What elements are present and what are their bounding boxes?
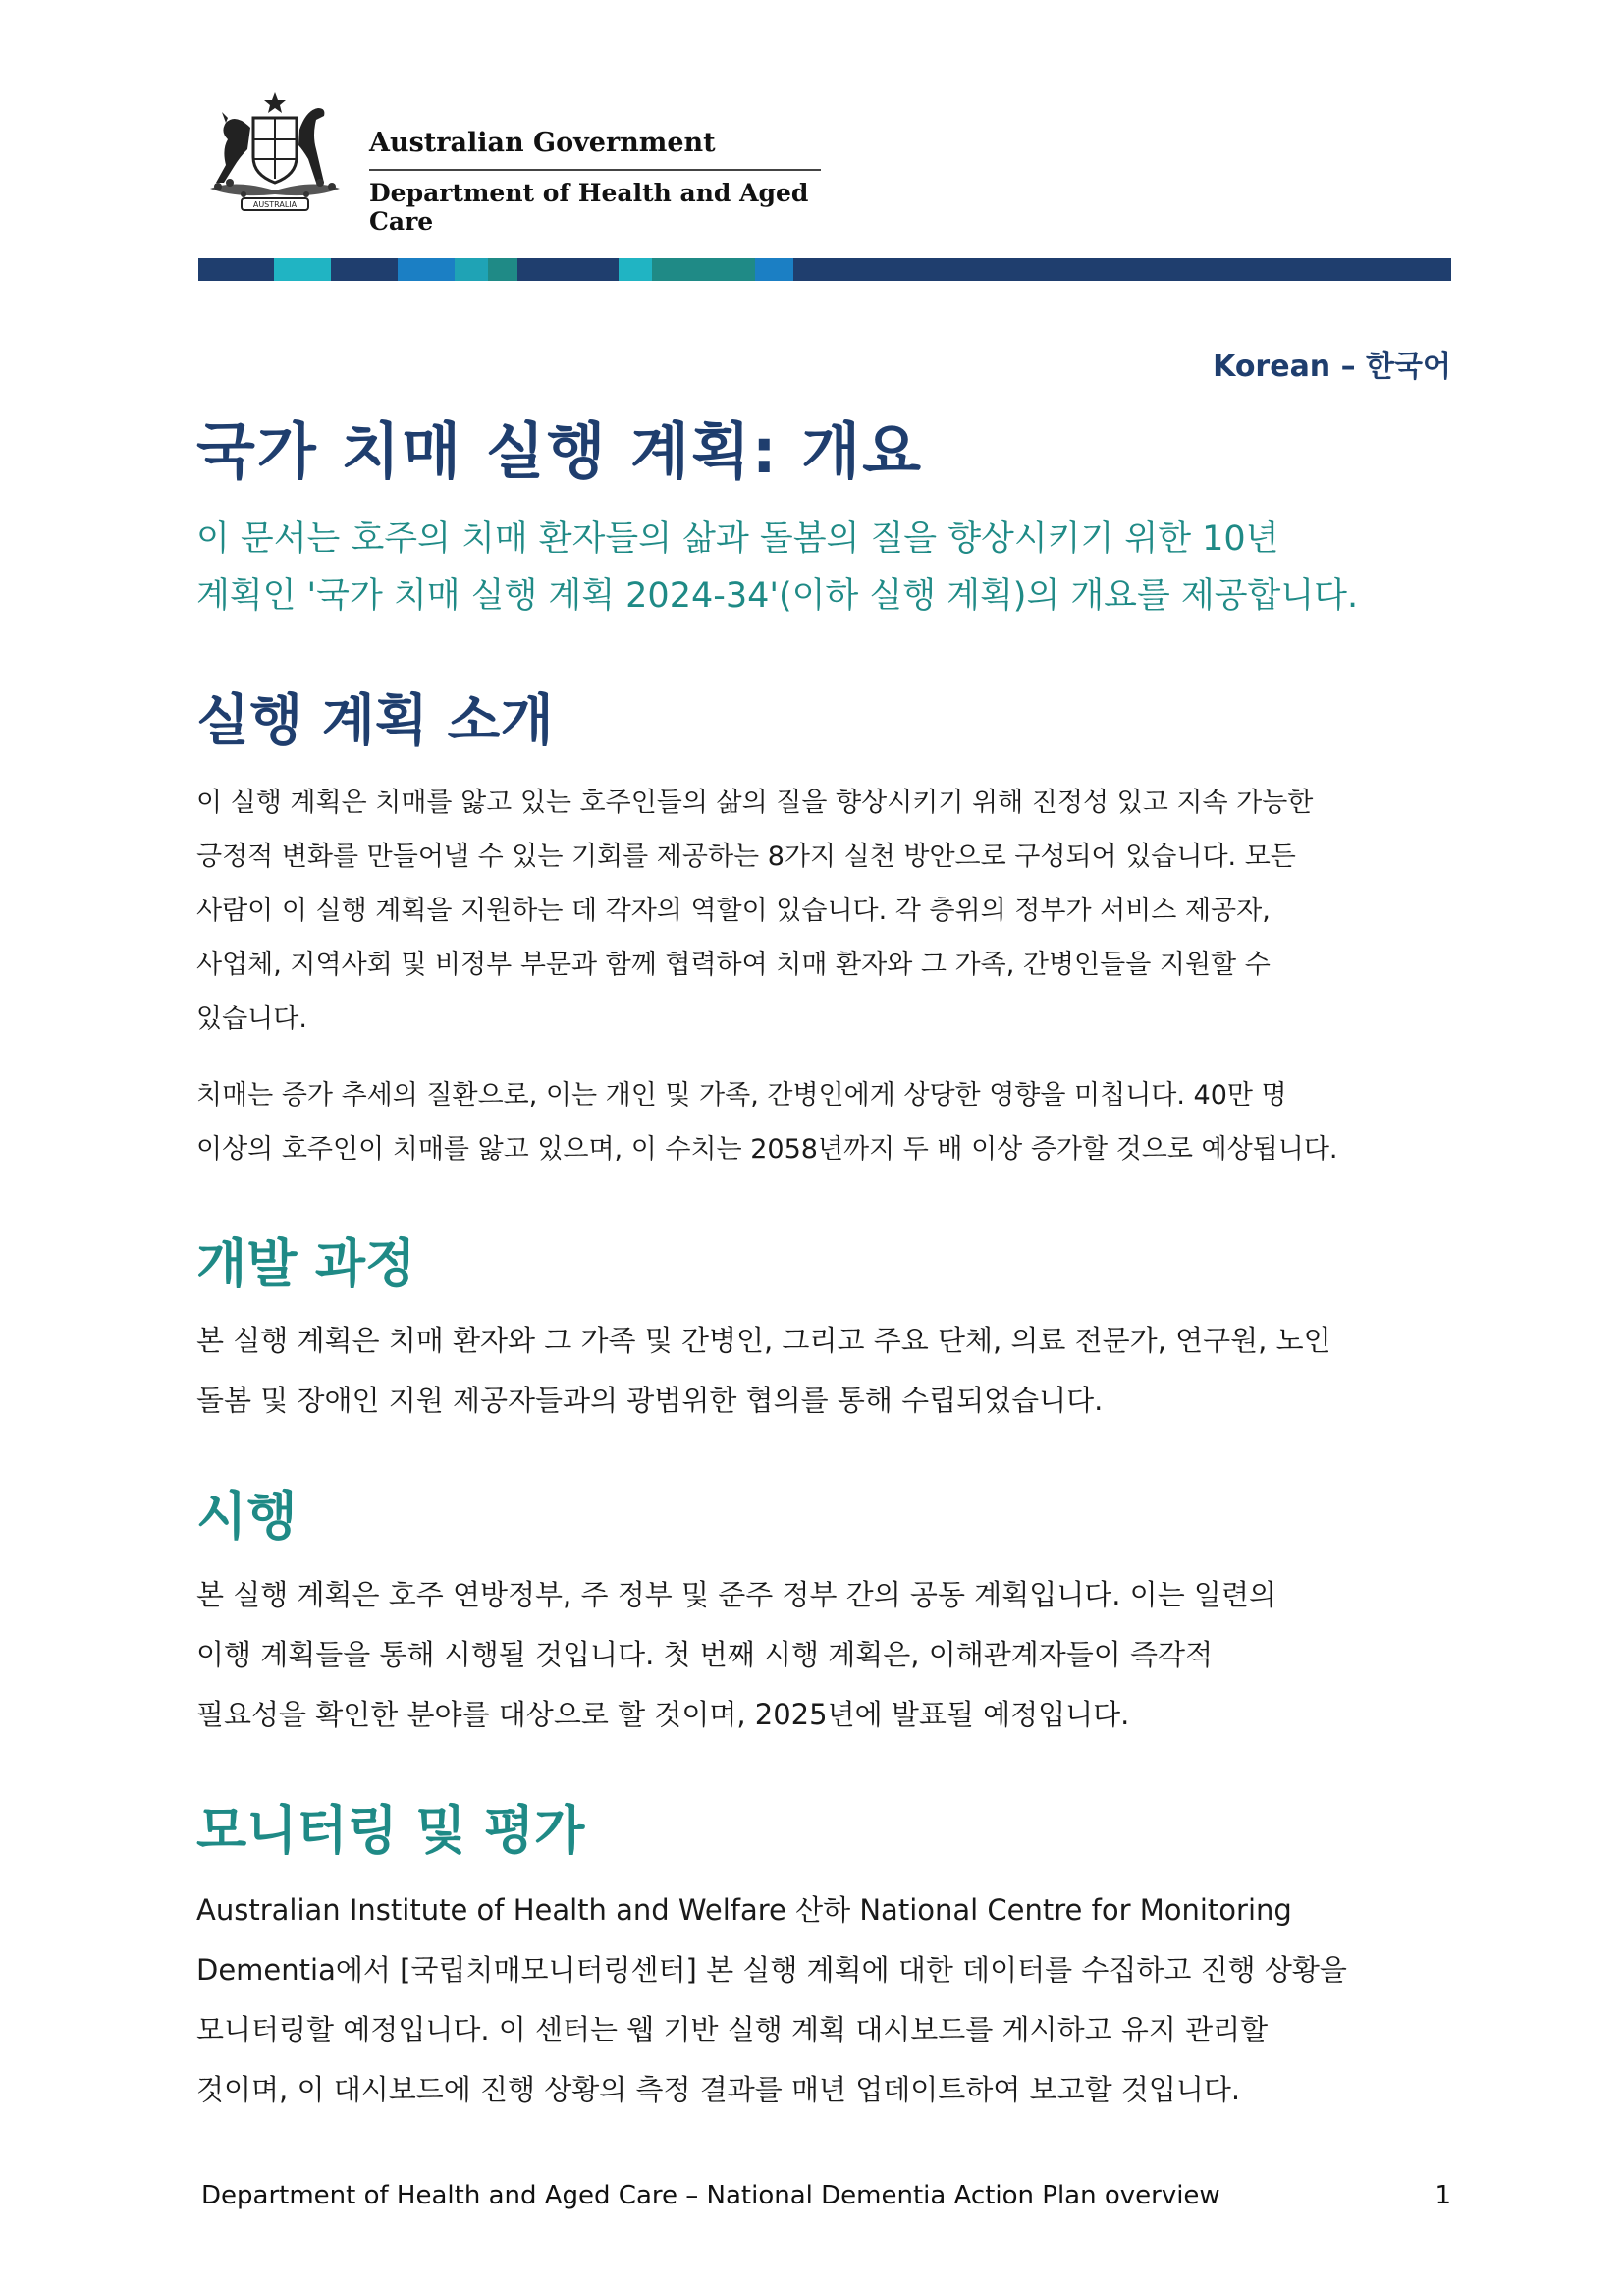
decorative-color-band [198,258,1451,281]
department-name: Department of Health and Aged Care [369,179,809,236]
text-line: 치매는 증가 추세의 질환으로, 이는 개인 및 가족, 간병인에게 상당한 영향을 미칩니다. 40만 명 [196,1080,1287,1111]
text-line: 이상의 호주인이 치매를 앓고 있으며, 이 수치는 2058년까지 두 배 이상 증가할 것으로 예상됩니다. [196,1134,1338,1165]
band-segment [398,258,455,281]
band-segment [455,258,488,281]
band-segment [331,258,398,281]
text-line: 긍정적 변화를 만들어낼 수 있는 기회를 제공하는 8가지 실천 방안으로 구성되어 있습니다. 모든 [196,842,1296,872]
text-line: 본 실행 계획은 치매 환자와 그 가족 및 간병인, 그리고 주요 단체, 의료 전문가, 연구원, 노인 [196,1324,1331,1357]
text-line: Australian Institute of Health and Welfare 산하 National Centre for Monitoring [196,1893,1292,1927]
text-line: 필요성을 확인한 분야를 대상으로 할 것이며, 2025년에 발표될 예정입니다. [196,1698,1130,1731]
page-title: 국가 치매 실행 계획: 개요 [196,415,924,487]
language-label: Korean – 한국어 [1213,350,1451,384]
footer-text: Department of Health and Aged Care – National Dementia Action Plan overview [201,2181,1220,2210]
heading-monitoring: 모니터링 및 평가 [196,1801,585,1861]
band-segment [793,258,1451,281]
text-line: 사람이 이 실행 계획을 지원하는 데 각자의 역할이 있습니다. 각 층위의 정부가 서비스 제공자, [196,896,1271,926]
text-line: 것이며, 이 대시보드에 진행 상황의 측정 결과를 매년 업데이트하여 보고할 것입니다. [196,2073,1241,2106]
heading-development: 개발 과정 [196,1234,416,1294]
about-paragraph-1 [196,776,1473,1046]
heading-implementation: 시행 [196,1487,298,1547]
header [196,88,835,236]
intro-line: 이 문서는 호주의 치매 환자들의 삶과 돌봄의 질을 향상시키기 위한 10년 [196,519,1279,559]
text-line: 모니터링할 예정입니다. 이 센터는 웹 기반 실행 계획 대시보드를 게시하고 유지 관리할 [196,2013,1269,2046]
header-divider [369,169,821,171]
text-line: 있습니다. [196,1004,307,1034]
band-segment [488,258,517,281]
text-line: 이 실행 계획은 치매를 앓고 있는 호주인들의 삶의 질을 향상시키기 위해 진정성 있고 지속 가능한 [196,788,1314,818]
band-segment [198,258,274,281]
band-segment [619,258,652,281]
monitoring-paragraph [196,1880,1473,2120]
implementation-paragraph [196,1565,1473,1745]
page-number: 1 [1435,2181,1451,2210]
crest-motto: AUSTRALIA [252,200,298,209]
government-name: Australian Government [369,128,716,158]
band-segment [755,258,793,281]
coat-of-arms-logo [196,88,353,216]
band-segment [652,258,755,281]
intro-paragraph [196,511,1453,625]
about-paragraph-2 [196,1068,1473,1176]
development-paragraph [196,1311,1473,1431]
intro-line: 계획인 '국가 치매 실행 계획 2024-34'(이하 실행 계획)의 개요를 제공합니다. [196,576,1359,616]
heading-about-plan: 실행 계획 소개 [196,689,554,753]
text-line: 본 실행 계획은 호주 연방정부, 주 정부 및 준주 정부 간의 공동 계획입니다. 이는 일련의 [196,1578,1276,1611]
band-segment [517,258,619,281]
text-line: 이행 계획들을 통해 시행될 것입니다. 첫 번째 시행 계획은, 이해관계자들이 즉각적 [196,1638,1214,1671]
text-line: Dementia에서 [국립치매모니터링센터] 본 실행 계획에 대한 데이터를 수집하고 진행 상황을 [196,1953,1347,1986]
band-segment [274,258,331,281]
text-line: 돌봄 및 장애인 지원 제공자들과의 광범위한 협의를 통해 수립되었습니다. [196,1384,1104,1417]
text-line: 사업체, 지역사회 및 비정부 부문과 함께 협력하여 치매 환자와 그 가족, 간병인들을 지원할 수 [196,950,1271,980]
